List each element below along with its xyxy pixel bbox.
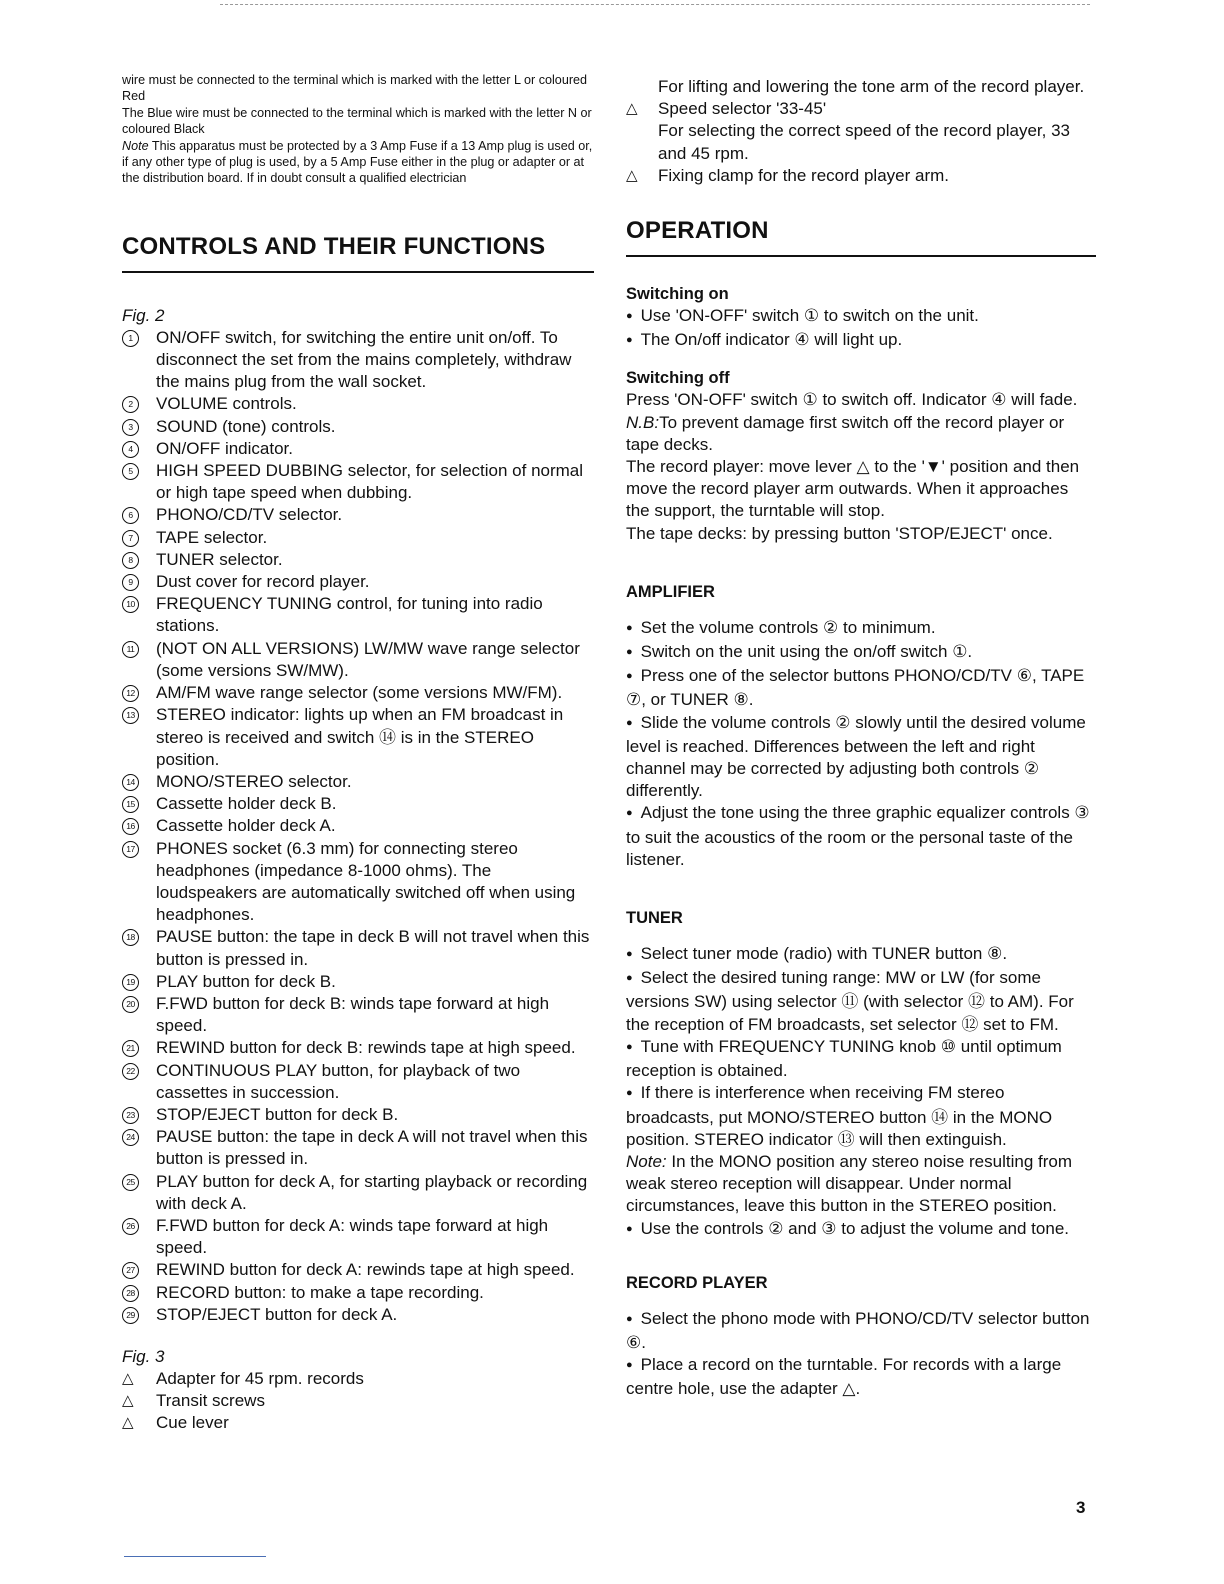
controls-list <box>122 327 594 1326</box>
control-item <box>122 793 594 815</box>
tuner-bullet: ● Tune with FREQUENCY TUNING knob ⑩ until optimum reception is obtained. <box>626 1036 1096 1082</box>
switching-on-bullet: ● The On/off indicator ④ will light up. <box>626 329 1096 353</box>
speed-selector-item <box>626 98 1096 120</box>
control-item <box>122 438 594 460</box>
item-number-badge: 18 <box>122 929 139 946</box>
control-item-text: F.FWD button for deck A: winds tape forward at high speed. <box>156 1215 549 1258</box>
scan-artifact <box>220 4 1090 7</box>
warning-triangle-icon: △ <box>122 1414 134 1432</box>
item-number-badge: 25 <box>122 1174 139 1191</box>
fig3-item-text: Adapter for 45 rpm. records <box>156 1368 364 1388</box>
note-text: This apparatus must be protected by a 3 Amp Fuse if a 13 Amp plug is used or, if any other type of plug is used, by a 5 Amp Fuse either in the plug or adapter or at the distribution board. If in doubt consult a qualified electrician <box>122 138 593 186</box>
control-item <box>122 593 594 637</box>
warning-triangle-icon: △ <box>122 1392 134 1410</box>
intro-note <box>122 138 594 187</box>
control-item-text: PAUSE button: the tape in deck B will not travel when this button is pressed in. <box>156 927 590 969</box>
control-item-text: SOUND (tone) controls. <box>156 416 336 436</box>
control-item <box>122 393 594 415</box>
item-number-badge: 21 <box>122 1040 139 1057</box>
note-label: Note <box>122 138 149 153</box>
control-item-text: TAPE selector. <box>156 527 268 547</box>
item-number-badge: 14 <box>122 774 139 791</box>
speed-selector-title: Speed selector '33-45' <box>658 99 827 119</box>
item-number-badge: 13 <box>122 707 139 724</box>
control-item <box>122 1171 594 1215</box>
footer-rule <box>124 1556 266 1557</box>
item-number-badge: 24 <box>122 1129 139 1146</box>
item-number-badge: 6 <box>122 507 139 524</box>
item-number-badge: 2 <box>122 396 139 413</box>
control-item <box>122 926 594 970</box>
fig3-item <box>122 1412 594 1434</box>
control-item <box>122 1304 594 1326</box>
control-item-text: TUNER selector. <box>156 549 283 569</box>
nb-text: To prevent damage first switch off the record player or tape decks. <box>626 412 1065 454</box>
record-player-bullet: ● Place a record on the turntable. For records with a large centre hole, use the adapter △. <box>626 1354 1096 1400</box>
amplifier-bullet: ● Adjust the tone using the three graphic equalizer controls ③ to suit the acoustics of the room or the personal taste of the listener. <box>626 802 1096 871</box>
control-item-text: PLAY button for deck A, for starting playback or recording with deck A. <box>156 1171 588 1213</box>
tone-arm-text: For lifting and lowering the tone arm of the record player. <box>658 77 1085 96</box>
tuner-note-text: In the MONO position any stereo noise resulting from weak stereo reception will disappear. Under normal circumstances, leave this button in the STEREO position. <box>626 1151 1073 1216</box>
control-item-text: FREQUENCY TUNING control, for tuning into radio stations. <box>156 594 543 636</box>
item-number-badge: 12 <box>122 685 139 702</box>
clamp-text: Fixing clamp for the record player arm. <box>658 165 949 185</box>
control-item <box>122 571 594 593</box>
item-number-badge: 15 <box>122 796 139 813</box>
control-item <box>122 771 594 793</box>
control-item <box>122 416 594 438</box>
control-item <box>122 1282 594 1304</box>
switching-off-nb <box>626 412 1096 456</box>
item-number-badge: 27 <box>122 1262 139 1279</box>
control-item-text: CONTINUOUS PLAY button, for playback of two cassettes in succession. <box>156 1060 521 1102</box>
fig2-label: Fig. 2 <box>122 305 165 325</box>
control-item-text: STOP/EJECT button for deck A. <box>156 1304 398 1324</box>
wiring-instructions <box>122 72 594 187</box>
control-item <box>122 1060 594 1104</box>
amplifier-bullet: ● Slide the volume controls ② slowly until the desired volume level is reached. Differences between the left and right channel may be corrected by adjusting both controls ② differently. <box>626 712 1096 803</box>
amplifier-bullet: ● Press one of the selector buttons PHONO/CD/TV ⑥, TAPE ⑦, or TUNER ⑧. <box>626 665 1096 711</box>
control-item <box>122 1259 594 1281</box>
left-column <box>122 72 594 1435</box>
control-item-text: PAUSE button: the tape in deck A will not travel when this button is pressed in. <box>156 1127 588 1169</box>
clamp-item <box>626 165 1096 187</box>
item-number-badge: 22 <box>122 1063 139 1080</box>
control-item <box>122 838 594 927</box>
control-item-text: REWIND button for deck B: rewinds tape at high speed. <box>156 1038 576 1058</box>
item-number-badge: 9 <box>122 574 139 591</box>
right-column <box>626 76 1096 1401</box>
controls-heading: CONTROLS AND THEIR FUNCTIONS <box>122 233 594 273</box>
control-item-text: REWIND button for deck A: rewinds tape at high speed. <box>156 1260 575 1280</box>
control-item-text: STOP/EJECT button for deck B. <box>156 1104 399 1124</box>
control-item <box>122 1215 594 1259</box>
control-item-text: F.FWD button for deck B: winds tape forward at high speed. <box>156 993 550 1036</box>
control-item-text: RECORD button: to make a tape recording. <box>156 1282 484 1302</box>
speed-selector-text: For selecting the correct speed of the record player, 33 and 45 rpm. <box>658 121 1071 163</box>
nb-label: N.B: <box>626 412 660 432</box>
control-item-text: ON/OFF indicator. <box>156 438 293 458</box>
control-item-text: PHONES socket (6.3 mm) for connecting stereo headphones (impedance 8-1000 ohms). The loudspeakers are automatically switched off when using headphones. <box>156 838 576 925</box>
control-item <box>122 704 594 771</box>
switching-on-title: Switching on <box>626 285 729 304</box>
warning-triangle-icon: △ <box>626 100 638 118</box>
control-item <box>122 549 594 571</box>
control-item <box>122 1104 594 1126</box>
fig3-item <box>122 1390 594 1412</box>
intro-red-wire: wire must be connected to the terminal which is marked with the letter L or coloured Red <box>122 73 588 104</box>
intro-blue-wire: The Blue wire must be connected to the terminal which is marked with the letter N or coloured Black <box>122 105 592 137</box>
amplifier-bullet: ● Switch on the unit using the on/off switch ①. <box>626 641 1096 665</box>
fig3-item-text: Cue lever <box>156 1413 229 1433</box>
warning-triangle-icon: △ <box>626 166 638 184</box>
fig3-list <box>122 1368 594 1435</box>
control-item-text: AM/FM wave range selector (some versions MW/FM). <box>156 683 563 703</box>
switching-off-record-player: The record player: move lever △ to the '▼' position and then move the record player arm outwards. When it approaches the support, the turntable will stop. <box>626 457 1080 521</box>
control-item <box>122 682 594 704</box>
control-item <box>122 815 594 837</box>
item-number-badge: 19 <box>122 974 139 991</box>
amplifier-bullet: ● Set the volume controls ② to minimum. <box>626 617 1096 641</box>
page-number: 3 <box>1076 1498 1086 1517</box>
item-number-badge: 26 <box>122 1218 139 1235</box>
item-number-badge: 5 <box>122 463 139 480</box>
switching-off-title: Switching off <box>626 369 730 388</box>
control-item-text: Dust cover for record player. <box>156 572 370 592</box>
control-item <box>122 327 594 394</box>
item-number-badge: 7 <box>122 530 139 547</box>
tuner-bullet: ● Select tuner mode (radio) with TUNER button ⑧. <box>626 943 1096 967</box>
item-number-badge: 29 <box>122 1307 139 1324</box>
control-item-text: MONO/STEREO selector. <box>156 771 352 791</box>
control-item-text: Cassette holder deck B. <box>156 794 337 814</box>
item-number-badge: 20 <box>122 996 139 1013</box>
item-number-badge: 8 <box>122 552 139 569</box>
item-number-badge: 3 <box>122 419 139 436</box>
fig3-item <box>122 1368 594 1390</box>
operation-heading: OPERATION <box>626 217 1096 257</box>
fig3-item-text: Transit screws <box>156 1391 265 1411</box>
item-number-badge: 23 <box>122 1107 139 1124</box>
control-item <box>122 527 594 549</box>
record-player-bullet: ● Select the phono mode with PHONO/CD/TV selector button ⑥. <box>626 1308 1096 1354</box>
warning-triangle-icon: △ <box>122 1369 134 1387</box>
tuner-bullet: ● Use the controls ② and ③ to adjust the volume and tone. <box>626 1218 1096 1242</box>
control-item-text: ON/OFF switch, for switching the entire unit on/off. To disconnect the set from the mains completely, withdraw the mains plug from the wall socket. <box>156 327 572 392</box>
amplifier-title: AMPLIFIER <box>626 582 715 601</box>
switching-off-tape-decks: The tape decks: by pressing button 'STOP/EJECT' once. <box>626 523 1053 543</box>
control-item <box>122 460 594 504</box>
control-item-text: PHONO/CD/TV selector. <box>156 505 343 525</box>
control-item <box>122 993 594 1037</box>
item-number-badge: 16 <box>122 818 139 835</box>
item-number-badge: 4 <box>122 441 139 458</box>
fig3-label: Fig. 3 <box>122 1346 165 1366</box>
control-item <box>122 638 594 682</box>
control-item <box>122 1126 594 1170</box>
control-item <box>122 971 594 993</box>
item-number-badge: 28 <box>122 1285 139 1302</box>
control-item <box>122 1037 594 1059</box>
tuner-bullet: ● Select the desired tuning range: MW or LW (for some versions SW) using selector ⑪ (with selector ⑫ to AM). For the reception of FM broadcasts, set selector ⑫ set to FM. <box>626 967 1096 1036</box>
control-item-text: (NOT ON ALL VERSIONS) LW/MW wave range selector (some versions SW/MW). <box>156 638 580 680</box>
control-item-text: VOLUME controls. <box>156 394 297 414</box>
tuner-title: TUNER <box>626 909 683 928</box>
item-number-badge: 10 <box>122 596 139 613</box>
control-item-text: STEREO indicator: lights up when an FM broadcast in stereo is received and switch ⑭ is in the STEREO position. <box>156 705 564 769</box>
tuner-bullet: ● If there is interference when receiving FM stereo broadcasts, put MONO/STEREO button ⑭ in the MONO position. STEREO indicator ⑬ will then extinguish. <box>626 1082 1096 1151</box>
switching-off-text: Press 'ON-OFF' switch ① to switch off. Indicator ④ will fade. <box>626 390 1078 410</box>
control-item-text: HIGH SPEED DUBBING selector, for selection of normal or high tape speed when dubbing. <box>156 461 584 503</box>
switching-on-bullet: ● Use 'ON-OFF' switch ① to switch on the unit. <box>626 305 1096 329</box>
record-player-title: RECORD PLAYER <box>626 1273 768 1292</box>
control-item-text: PLAY button for deck B. <box>156 971 336 991</box>
item-number-badge: 11 <box>122 641 139 658</box>
tuner-note <box>626 1151 1096 1218</box>
item-number-badge: 17 <box>122 841 139 858</box>
tuner-note-label: Note: <box>626 1151 667 1171</box>
control-item-text: Cassette holder deck A. <box>156 816 336 836</box>
control-item <box>122 504 594 526</box>
item-number-badge: 1 <box>122 330 139 347</box>
